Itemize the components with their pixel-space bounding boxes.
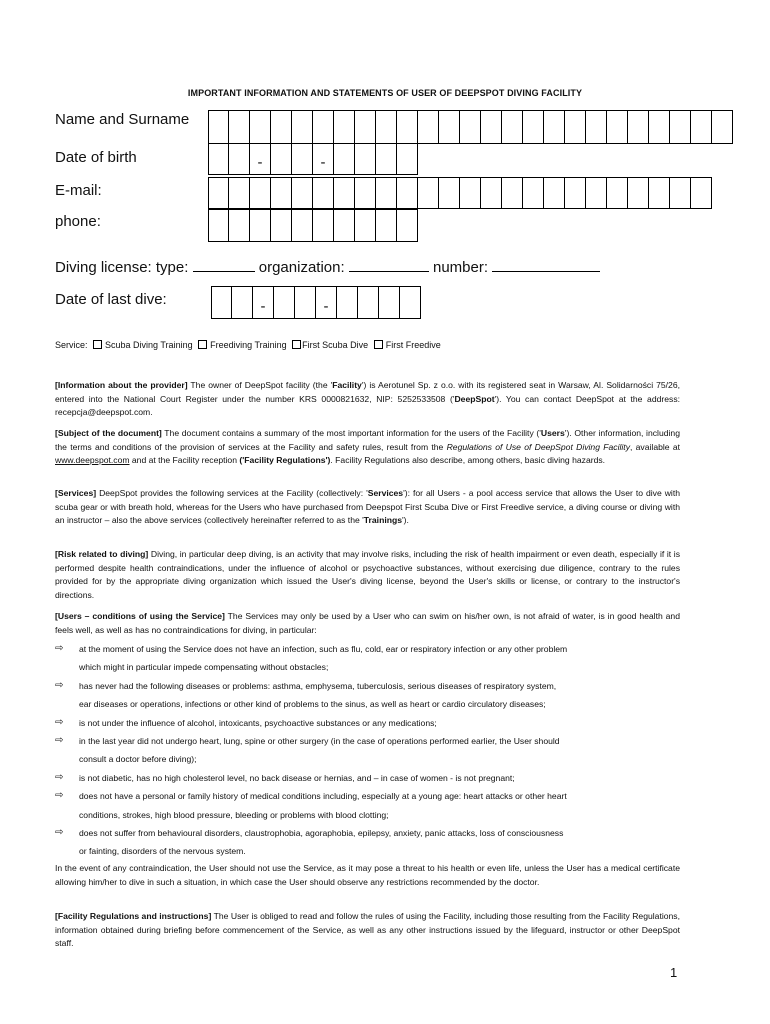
list-item-text: or fainting, disorders of the nervous system. xyxy=(79,846,246,857)
char-box[interactable] xyxy=(400,286,421,319)
char-box[interactable] xyxy=(376,143,397,175)
char-box[interactable] xyxy=(460,110,481,144)
char-box[interactable] xyxy=(271,177,292,209)
char-box[interactable] xyxy=(313,209,334,242)
list-item-text: which might in particular impede compensating without obstacles; xyxy=(79,662,329,673)
char-box[interactable] xyxy=(481,177,502,209)
char-box[interactable] xyxy=(439,110,460,144)
list-item xyxy=(55,640,685,658)
list-item xyxy=(55,750,685,768)
last-dive-label: Date of last dive: xyxy=(55,291,167,308)
char-box[interactable] xyxy=(607,110,628,144)
char-box[interactable] xyxy=(292,110,313,144)
char-box[interactable] xyxy=(376,177,397,209)
contraindication-list xyxy=(55,640,685,861)
char-box[interactable] xyxy=(628,110,649,144)
services-paragraph xyxy=(55,487,680,528)
char-box[interactable] xyxy=(376,110,397,144)
scuba-training-checkbox[interactable] xyxy=(93,340,102,349)
arrow-right-icon: ⇨ xyxy=(55,735,64,747)
char-box[interactable] xyxy=(250,177,271,209)
website-link[interactable]: www.deepspot.com xyxy=(55,455,130,465)
list-item-text: is not under the influence of alcohol, intoxicants, psychoactive substances or any medications; xyxy=(79,717,437,728)
contraindication-paragraph: In the event of any contraindication, the User should not use the Service, as it may pose a threat to his health or even life, unless the User has a medical certificate allowing him/her to dive in such a situation, in which case the User should observe any restrictions recommended by the doctor. xyxy=(55,863,680,887)
document-title: IMPORTANT INFORMATION AND STATEMENTS OF USER OF DEEPSPOT DIVING FACILITY xyxy=(187,88,583,98)
facility-regulations-term: ('Facility Regulations') xyxy=(239,455,331,465)
first-freedive-checkbox[interactable] xyxy=(374,340,383,349)
license-type-field[interactable] xyxy=(193,258,255,272)
arrow-right-icon: ⇨ xyxy=(55,771,64,783)
services-term: Services xyxy=(367,488,404,498)
list-item-text: at the moment of using the Service does not have an infection, such as flu, cold, ear or respiratory infection or any other problem xyxy=(79,644,568,654)
char-box[interactable] xyxy=(208,110,229,144)
char-box[interactable] xyxy=(229,177,250,209)
list-item-text: in the last year did not undergo heart, lung, spine or other surgery (in the case of operations performed earlier, the User should xyxy=(79,736,560,747)
char-box[interactable] xyxy=(670,177,691,209)
license-org-label: organization: xyxy=(258,259,345,276)
service-label: Service: xyxy=(55,340,88,350)
arrow-right-icon: ⇨ xyxy=(55,643,64,654)
char-box[interactable] xyxy=(586,177,607,209)
services-text-2: '): for all Users - a pool access service that allows the User to dive with scuba gear or with breath hold, whereas for the Users who have purchased from Deepspot First Scuba Dive or First Freedive service, a diving course or diving with an instructor – also the above services (collectively hereinafter referred to as the ' xyxy=(55,488,680,525)
subject-text-1: The document contains a summary of the most important information for the users of the Facility (' xyxy=(161,428,541,438)
list-item xyxy=(55,695,685,713)
subject-text-4: and at the Facility reception xyxy=(129,455,240,465)
license-number-label: number: xyxy=(433,259,489,276)
char-box[interactable] xyxy=(334,143,355,175)
char-box[interactable] xyxy=(208,177,229,209)
email-label: E-mail: xyxy=(55,182,102,199)
first-freedive-label: First Freedive xyxy=(385,340,441,350)
users-conditions-paragraph xyxy=(55,610,680,637)
list-item xyxy=(55,824,685,842)
provider-text-3: '). You can contact DeepSpot at the address: recepcja@deepspot.com. xyxy=(55,393,681,417)
char-box[interactable] xyxy=(481,110,502,144)
char-box[interactable] xyxy=(271,110,292,144)
list-item-text: has never had the following diseases or problems: asthma, emphysema, tuberculosis, serious diseases of respiratory system, xyxy=(79,680,557,691)
email-input-boxes[interactable] xyxy=(208,177,712,209)
services-heading: [Services] xyxy=(55,488,97,498)
char-box[interactable] xyxy=(358,286,379,319)
list-item xyxy=(55,714,685,732)
list-item-text: does not suffer from behavioural disorders, claustrophobia, agoraphobia, epilepsy, anxiety, panic attacks, loss of consciousness xyxy=(79,828,564,839)
last-dive-input-boxes[interactable] xyxy=(211,286,421,319)
char-box[interactable] xyxy=(292,177,313,209)
char-box[interactable] xyxy=(607,177,628,209)
char-box[interactable] xyxy=(439,177,460,209)
char-box[interactable] xyxy=(418,110,439,144)
char-box[interactable] xyxy=(208,143,229,175)
list-item-text: is not diabetic, has no high cholesterol level, no back disease or hernias, and – in case of women - is not pregnant; xyxy=(79,772,515,783)
license-number-field[interactable] xyxy=(492,258,600,272)
page-number: 1 xyxy=(670,965,678,980)
date-separator: - xyxy=(320,154,326,171)
char-box[interactable] xyxy=(271,143,292,175)
trainings-term: Trainings xyxy=(363,515,402,525)
char-box[interactable] xyxy=(712,110,733,144)
arrow-right-icon: ⇨ xyxy=(55,827,64,839)
phone-input-boxes[interactable] xyxy=(208,209,418,242)
char-box[interactable] xyxy=(523,177,544,209)
char-box[interactable] xyxy=(313,177,334,209)
dob-input-boxes[interactable] xyxy=(208,143,418,175)
phone-label: phone: xyxy=(55,213,101,230)
char-box[interactable] xyxy=(229,110,250,144)
char-box[interactable] xyxy=(523,110,544,144)
facility-term: Facility xyxy=(332,380,362,390)
char-box[interactable] xyxy=(565,110,586,144)
char-box[interactable] xyxy=(670,110,691,144)
char-box[interactable] xyxy=(649,110,670,144)
subject-heading: [Subject of the document] xyxy=(55,428,162,438)
char-box[interactable] xyxy=(460,177,481,209)
risk-heading: [Risk related to diving] xyxy=(55,549,149,559)
list-item xyxy=(55,732,685,750)
char-box[interactable] xyxy=(379,286,400,319)
char-box[interactable] xyxy=(502,110,523,144)
deepspot-term: DeepSpot xyxy=(454,393,495,404)
users-conditions-heading: [Users – conditions of using the Service] xyxy=(55,611,225,621)
freediving-training-checkbox[interactable] xyxy=(198,340,207,349)
char-box[interactable] xyxy=(544,177,565,209)
char-box[interactable] xyxy=(313,110,334,144)
char-box[interactable] xyxy=(355,177,376,209)
char-box[interactable] xyxy=(355,143,376,175)
users-conditions-text: The Services may only be used by a User who can swim on his/her own, is not afraid of water, is in good health and feels well, as well as has no contraindications for diving, in particular: xyxy=(55,611,680,635)
char-box[interactable] xyxy=(250,143,271,175)
list-item-text: consult a doctor before diving); xyxy=(79,754,197,765)
subject-text-2: '). Other information, including the terms and conditions of the provision of services at the Facility and safety rules, result from the xyxy=(55,428,680,452)
char-box[interactable] xyxy=(250,110,271,144)
services-text-1: DeepSpot provides the following services at the Facility (collectively: ' xyxy=(96,488,368,498)
list-item xyxy=(55,842,685,860)
list-item xyxy=(55,787,685,805)
char-box[interactable] xyxy=(250,209,271,242)
char-box[interactable] xyxy=(565,177,586,209)
regulations-title: Regulations of Use of DeepSpot Diving Facility xyxy=(446,441,630,452)
char-box[interactable] xyxy=(586,110,607,144)
list-item xyxy=(55,677,685,695)
list-item-text: ear diseases or operations, infections or other kind of problems to the sinus, as well as heart or cardio circulatory diseases; xyxy=(79,699,546,710)
char-box[interactable] xyxy=(292,143,313,175)
regulations-heading: [Facility Regulations and instructions] xyxy=(55,911,212,921)
char-box[interactable] xyxy=(502,177,523,209)
char-box[interactable] xyxy=(691,177,712,209)
provider-text-1: The owner of DeepSpot facility (the ' xyxy=(187,380,333,390)
license-type-label: Diving license: type: xyxy=(55,259,189,276)
name-input-boxes[interactable] xyxy=(208,110,733,144)
risk-text: Diving, in particular deep diving, is an activity that may involve risks, including the risk of health impairment or even death, especially if it is performed despite health contraindications, under the influence of alcohol or psychoactive substances, without exercising due diligence, contrary to the rules provided for by the appropriate diving organization which issued the User's diving license, beyond the User's skills or license, or contrary to the instructor's directions. xyxy=(55,549,680,600)
provider-paragraph xyxy=(55,379,680,420)
char-box[interactable] xyxy=(334,110,355,144)
arrow-right-icon: ⇨ xyxy=(55,716,64,728)
users-term: Users xyxy=(540,428,565,438)
char-box[interactable] xyxy=(397,110,418,144)
regulations-text: The User is obliged to read and follow the rules of using the Facility, including those resulting from the Facility Regulations, information obtained during briefing before commencement of the Service, as well as any other instructions issued by the lifeguard, instructor or other DeepSpot staff. xyxy=(55,911,680,948)
dob-label: Date of birth xyxy=(55,149,137,166)
date-separator: - xyxy=(323,298,329,315)
char-box[interactable] xyxy=(376,209,397,242)
risk-paragraph xyxy=(55,548,680,602)
first-scuba-dive-label: First Scuba Dive xyxy=(302,340,369,350)
char-box[interactable] xyxy=(271,209,292,242)
char-box[interactable] xyxy=(292,209,313,242)
char-box[interactable] xyxy=(316,286,337,319)
char-box[interactable] xyxy=(253,286,274,319)
subject-text-5: . Facility Regulations also describe, among others, basic diving hazards. xyxy=(330,455,606,465)
date-separator: - xyxy=(260,298,266,315)
scuba-training-label: Scuba Diving Training xyxy=(105,340,193,350)
list-item xyxy=(55,769,685,787)
char-box[interactable] xyxy=(313,143,334,175)
char-box[interactable] xyxy=(337,286,358,319)
char-box[interactable] xyxy=(229,209,250,242)
provider-text-2: ') is Aerotunel Sp. z o.o. with its registered seat in Warsaw, Al. Solidarności 75/26, entered into the National Court Register under the number KRS 0000821632, NIP: 5252533508 (' xyxy=(55,380,681,404)
subject-paragraph xyxy=(55,427,680,468)
char-box[interactable] xyxy=(397,143,418,175)
char-box[interactable] xyxy=(334,209,355,242)
char-box[interactable] xyxy=(628,177,649,209)
date-separator: - xyxy=(257,154,263,171)
list-item-text: does not have a personal or family history of medical conditions including, especially at a young age: heart attacks or other heart xyxy=(79,791,567,802)
freediving-training-label: Freediving Training xyxy=(210,340,287,350)
name-label: Name and Surname xyxy=(55,111,190,128)
char-box[interactable] xyxy=(418,177,439,209)
license-line xyxy=(55,258,600,276)
list-item xyxy=(55,806,685,824)
char-box[interactable] xyxy=(544,110,565,144)
char-box[interactable] xyxy=(691,110,712,144)
subject-text-3: , available at xyxy=(630,441,680,452)
char-box[interactable] xyxy=(334,177,355,209)
char-box[interactable] xyxy=(211,286,232,319)
char-box[interactable] xyxy=(355,209,376,242)
char-box[interactable] xyxy=(397,177,418,209)
arrow-right-icon: ⇨ xyxy=(55,679,64,691)
license-org-field[interactable] xyxy=(349,258,429,272)
char-box[interactable] xyxy=(295,286,316,319)
first-scuba-dive-checkbox[interactable] xyxy=(292,340,301,349)
arrow-right-icon: ⇨ xyxy=(55,790,64,802)
char-box[interactable] xyxy=(397,209,418,242)
service-line xyxy=(55,340,441,350)
regulations-paragraph xyxy=(55,910,680,951)
services-text-3: '). xyxy=(401,515,409,525)
char-box[interactable] xyxy=(649,177,670,209)
provider-heading: [Information about the provider] xyxy=(55,380,188,390)
list-item xyxy=(55,658,685,676)
char-box[interactable] xyxy=(208,209,229,242)
char-box[interactable] xyxy=(229,143,250,175)
char-box[interactable] xyxy=(355,110,376,144)
char-box[interactable] xyxy=(232,286,253,319)
list-item-text: conditions, strokes, high blood pressure, bleeding or problems with blood clotting; xyxy=(79,809,389,820)
char-box[interactable] xyxy=(274,286,295,319)
